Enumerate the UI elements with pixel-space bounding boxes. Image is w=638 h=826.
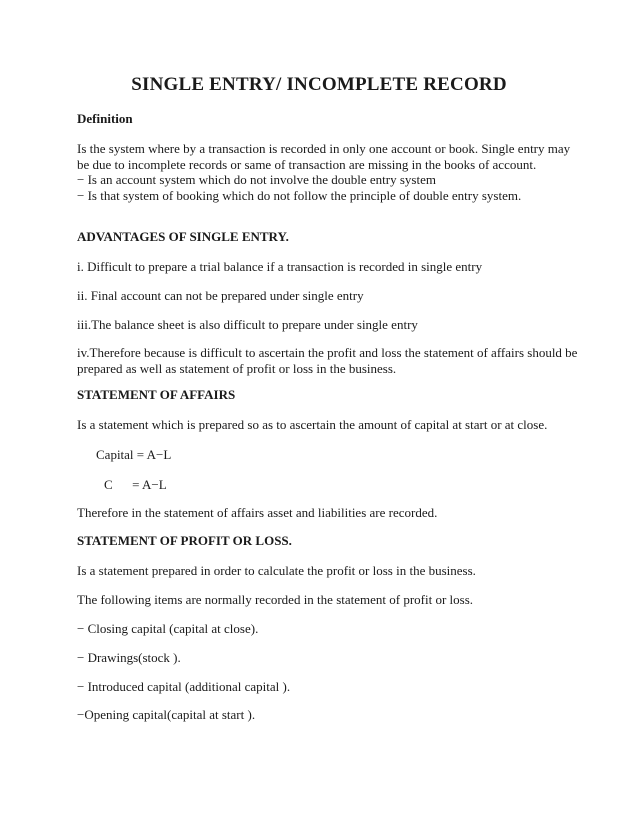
statement-of-profit-or-loss-text: Is a statement prepared in order to calculate the profit or loss in the business. — [77, 563, 476, 578]
profit-or-loss-item-4: −Opening capital(capital at start ). — [77, 707, 256, 722]
profit-or-loss-item-1: − Closing capital (capital at close). — [77, 621, 259, 636]
definition-paragraph-line-1: Is the system where by a transaction is recorded in only one account or book. Single entry may — [77, 141, 571, 156]
statement-of-profit-or-loss-heading: STATEMENT OF PROFIT OR LOSS. — [77, 533, 292, 548]
advantages-heading: ADVANTAGES OF SINGLE ENTRY. — [77, 229, 289, 244]
advantage-item-4-line-2: prepared as well as statement of profit or loss in the business. — [77, 361, 397, 376]
advantage-item-3: iii.The balance sheet is also difficult to prepare under single entry — [77, 317, 418, 332]
profit-or-loss-item-2: − Drawings(stock ). — [77, 650, 181, 665]
formula-c: C = A−L — [104, 477, 167, 492]
advantage-item-1: i. Difficult to prepare a trial balance if a transaction is recorded in single entry — [77, 259, 483, 274]
profit-or-loss-item-3: − Introduced capital (additional capital ). — [77, 679, 291, 694]
definition-heading: Definition — [77, 111, 133, 126]
formula-capital: Capital = A−L — [96, 447, 172, 462]
definition-paragraph-line-2: be due to incomplete records or same of transaction are missing in the books of account. — [77, 157, 537, 172]
statement-of-affairs-conclusion: Therefore in the statement of affairs asset and liabilities are recorded. — [77, 505, 438, 520]
profit-or-loss-items-intro: The following items are normally recorded in the statement of profit or loss. — [77, 592, 474, 607]
document-title: SINGLE ENTRY/ INCOMPLETE RECORD — [131, 74, 507, 95]
definition-bullet-1: − Is an account system which do not involve the double entry system — [77, 172, 436, 187]
advantage-item-2: ii. Final account can not be prepared under single entry — [77, 288, 364, 303]
statement-of-affairs-text: Is a statement which is prepared so as to ascertain the amount of capital at start or at close. — [77, 417, 548, 432]
advantage-item-4-line-1: iv.Therefore because is difficult to ascertain the profit and loss the statement of affairs should be — [77, 345, 578, 360]
definition-bullet-2: − Is that system of booking which do not follow the principle of double entry system. — [77, 188, 522, 203]
statement-of-affairs-heading: STATEMENT OF AFFAIRS — [77, 387, 236, 402]
